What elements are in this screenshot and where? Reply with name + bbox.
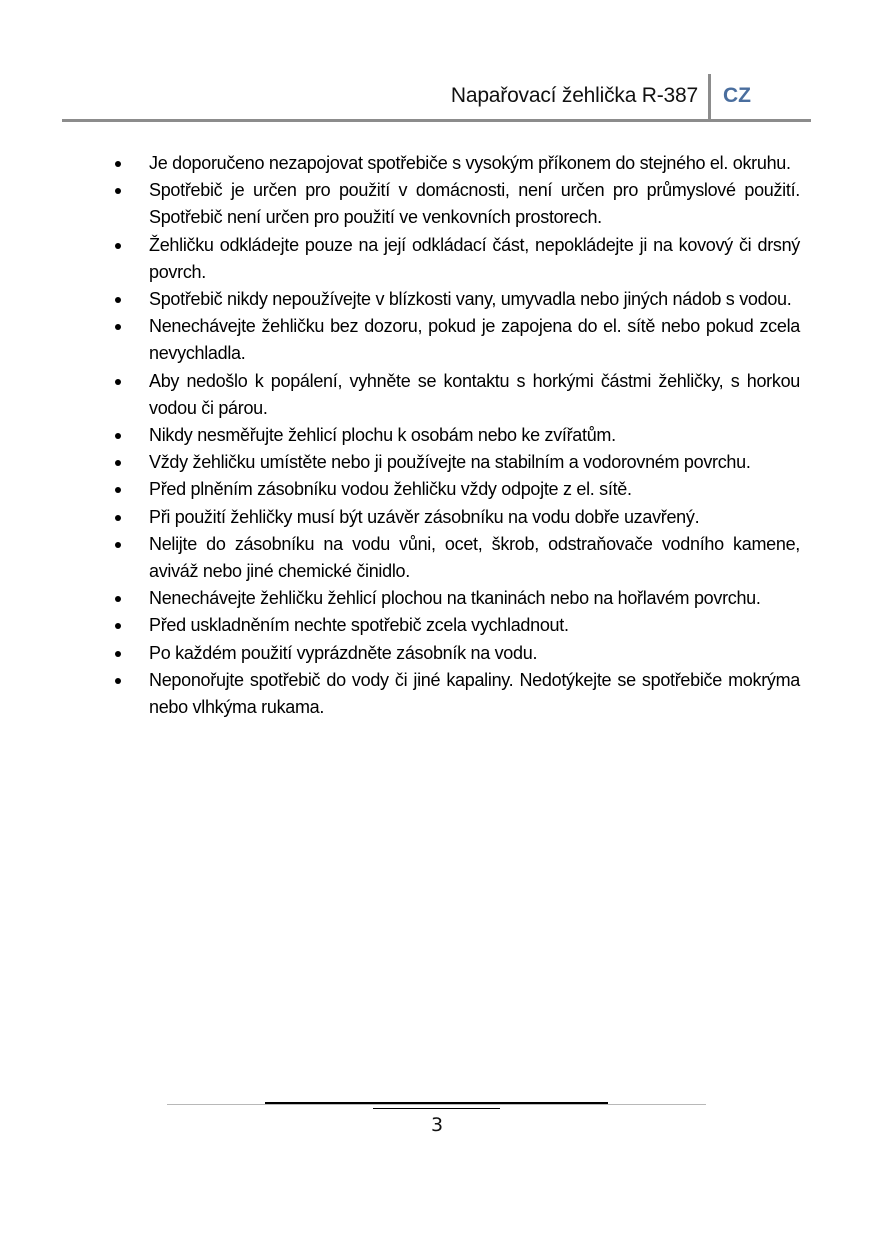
list-item-text: Aby nedošlo k popálení, vyhněte se kontaktu s horkými částmi žehličky, s horkou vodou či párou. (149, 370, 800, 418)
list-item (110, 232, 800, 286)
safety-instructions-list (110, 150, 800, 721)
footer-rule (167, 1104, 706, 1105)
bullet-icon (115, 487, 121, 493)
bullet-icon (115, 678, 121, 684)
list-item (110, 531, 800, 585)
list-item (110, 422, 800, 449)
list-item (110, 368, 800, 422)
bullet-icon (115, 542, 121, 548)
list-item-text: Je doporučeno nezapojovat spotřebiče s vysokým příkonem do stejného el. okruhu. (149, 153, 791, 173)
list-item (110, 667, 800, 721)
bullet-icon (115, 379, 121, 385)
list-item (110, 585, 800, 612)
bullet-icon (115, 324, 121, 330)
footer-rule-short (373, 1108, 500, 1109)
list-item (110, 313, 800, 367)
list-item-text: Spotřebič je určen pro použití v domácnosti, není určen pro průmyslové použití. Spotřebič není určen pro použití ve venkovních prostorech. (149, 180, 800, 228)
bullet-icon (115, 161, 121, 167)
list-item (110, 476, 800, 503)
bullet-icon (115, 297, 121, 303)
page-number: 3 (430, 1114, 444, 1136)
bullet-icon (115, 433, 121, 439)
list-item-text: Při použití žehličky musí být uzávěr zásobníku na vodu dobře uzavřený. (149, 506, 700, 527)
list-item (110, 177, 800, 231)
footer-rule-thick (265, 1102, 608, 1104)
bullet-icon (115, 623, 121, 629)
list-item-text: Po každém použití vyprázdněte zásobník na vodu. (149, 642, 538, 663)
list-item-text: Nenechávejte žehličku bez dozoru, pokud je zapojena do el. sítě nebo pokud zcela nevychladla. (149, 316, 800, 364)
header-divider (708, 74, 711, 120)
list-item-text: Spotřebič nikdy nepoužívejte v blízkosti vany, umyvadla nebo jiných nádob s vodou. (149, 289, 792, 310)
document-title: Napařovací žehlička R-387 (450, 84, 698, 107)
list-item (110, 150, 800, 177)
list-item-text: Nelijte do zásobníku na vodu vůni, ocet, škrob, odstraňovače vodního kamene, aviváž nebo jiné chemické činidlo. (149, 533, 800, 582)
bullet-icon (115, 188, 121, 194)
list-item-text: Nikdy nesměřujte žehlicí plochu k osobám nebo ke zvířatům. (149, 425, 616, 446)
bullet-icon (115, 651, 121, 657)
list-item-text: Vždy žehličku umístěte nebo ji používejte na stabilním a vodorovném povrchu. (149, 452, 751, 473)
list-item (110, 612, 800, 639)
bullet-icon (115, 460, 121, 466)
bullet-icon (115, 243, 121, 249)
list-item (110, 640, 800, 667)
list-item-text: Před uskladněním nechte spotřebič zcela vychladnout. (149, 615, 569, 636)
list-item-text: Nenechávejte žehličku žehlicí plochou na tkaninách nebo na hořlavém povrchu. (149, 588, 761, 609)
header-rule (62, 119, 811, 122)
list-item-text: Žehličku odkládejte pouze na její odkládací část, nepokládejte ji na kovový či drsný povrch. (149, 234, 800, 282)
list-item-text: Neponořujte spotřebič do vody či jiné kapaliny. Nedotýkejte se spotřebiče mokrýma nebo vlhkýma rukama. (149, 669, 800, 718)
bullet-icon (115, 515, 121, 521)
list-item-text: Před plněním zásobníku vodou žehličku vždy odpojte z el. sítě. (149, 479, 632, 500)
bullet-icon (115, 596, 121, 602)
list-item (110, 286, 800, 313)
language-code: CZ (723, 84, 751, 107)
list-item (110, 504, 800, 531)
list-item (110, 449, 800, 476)
